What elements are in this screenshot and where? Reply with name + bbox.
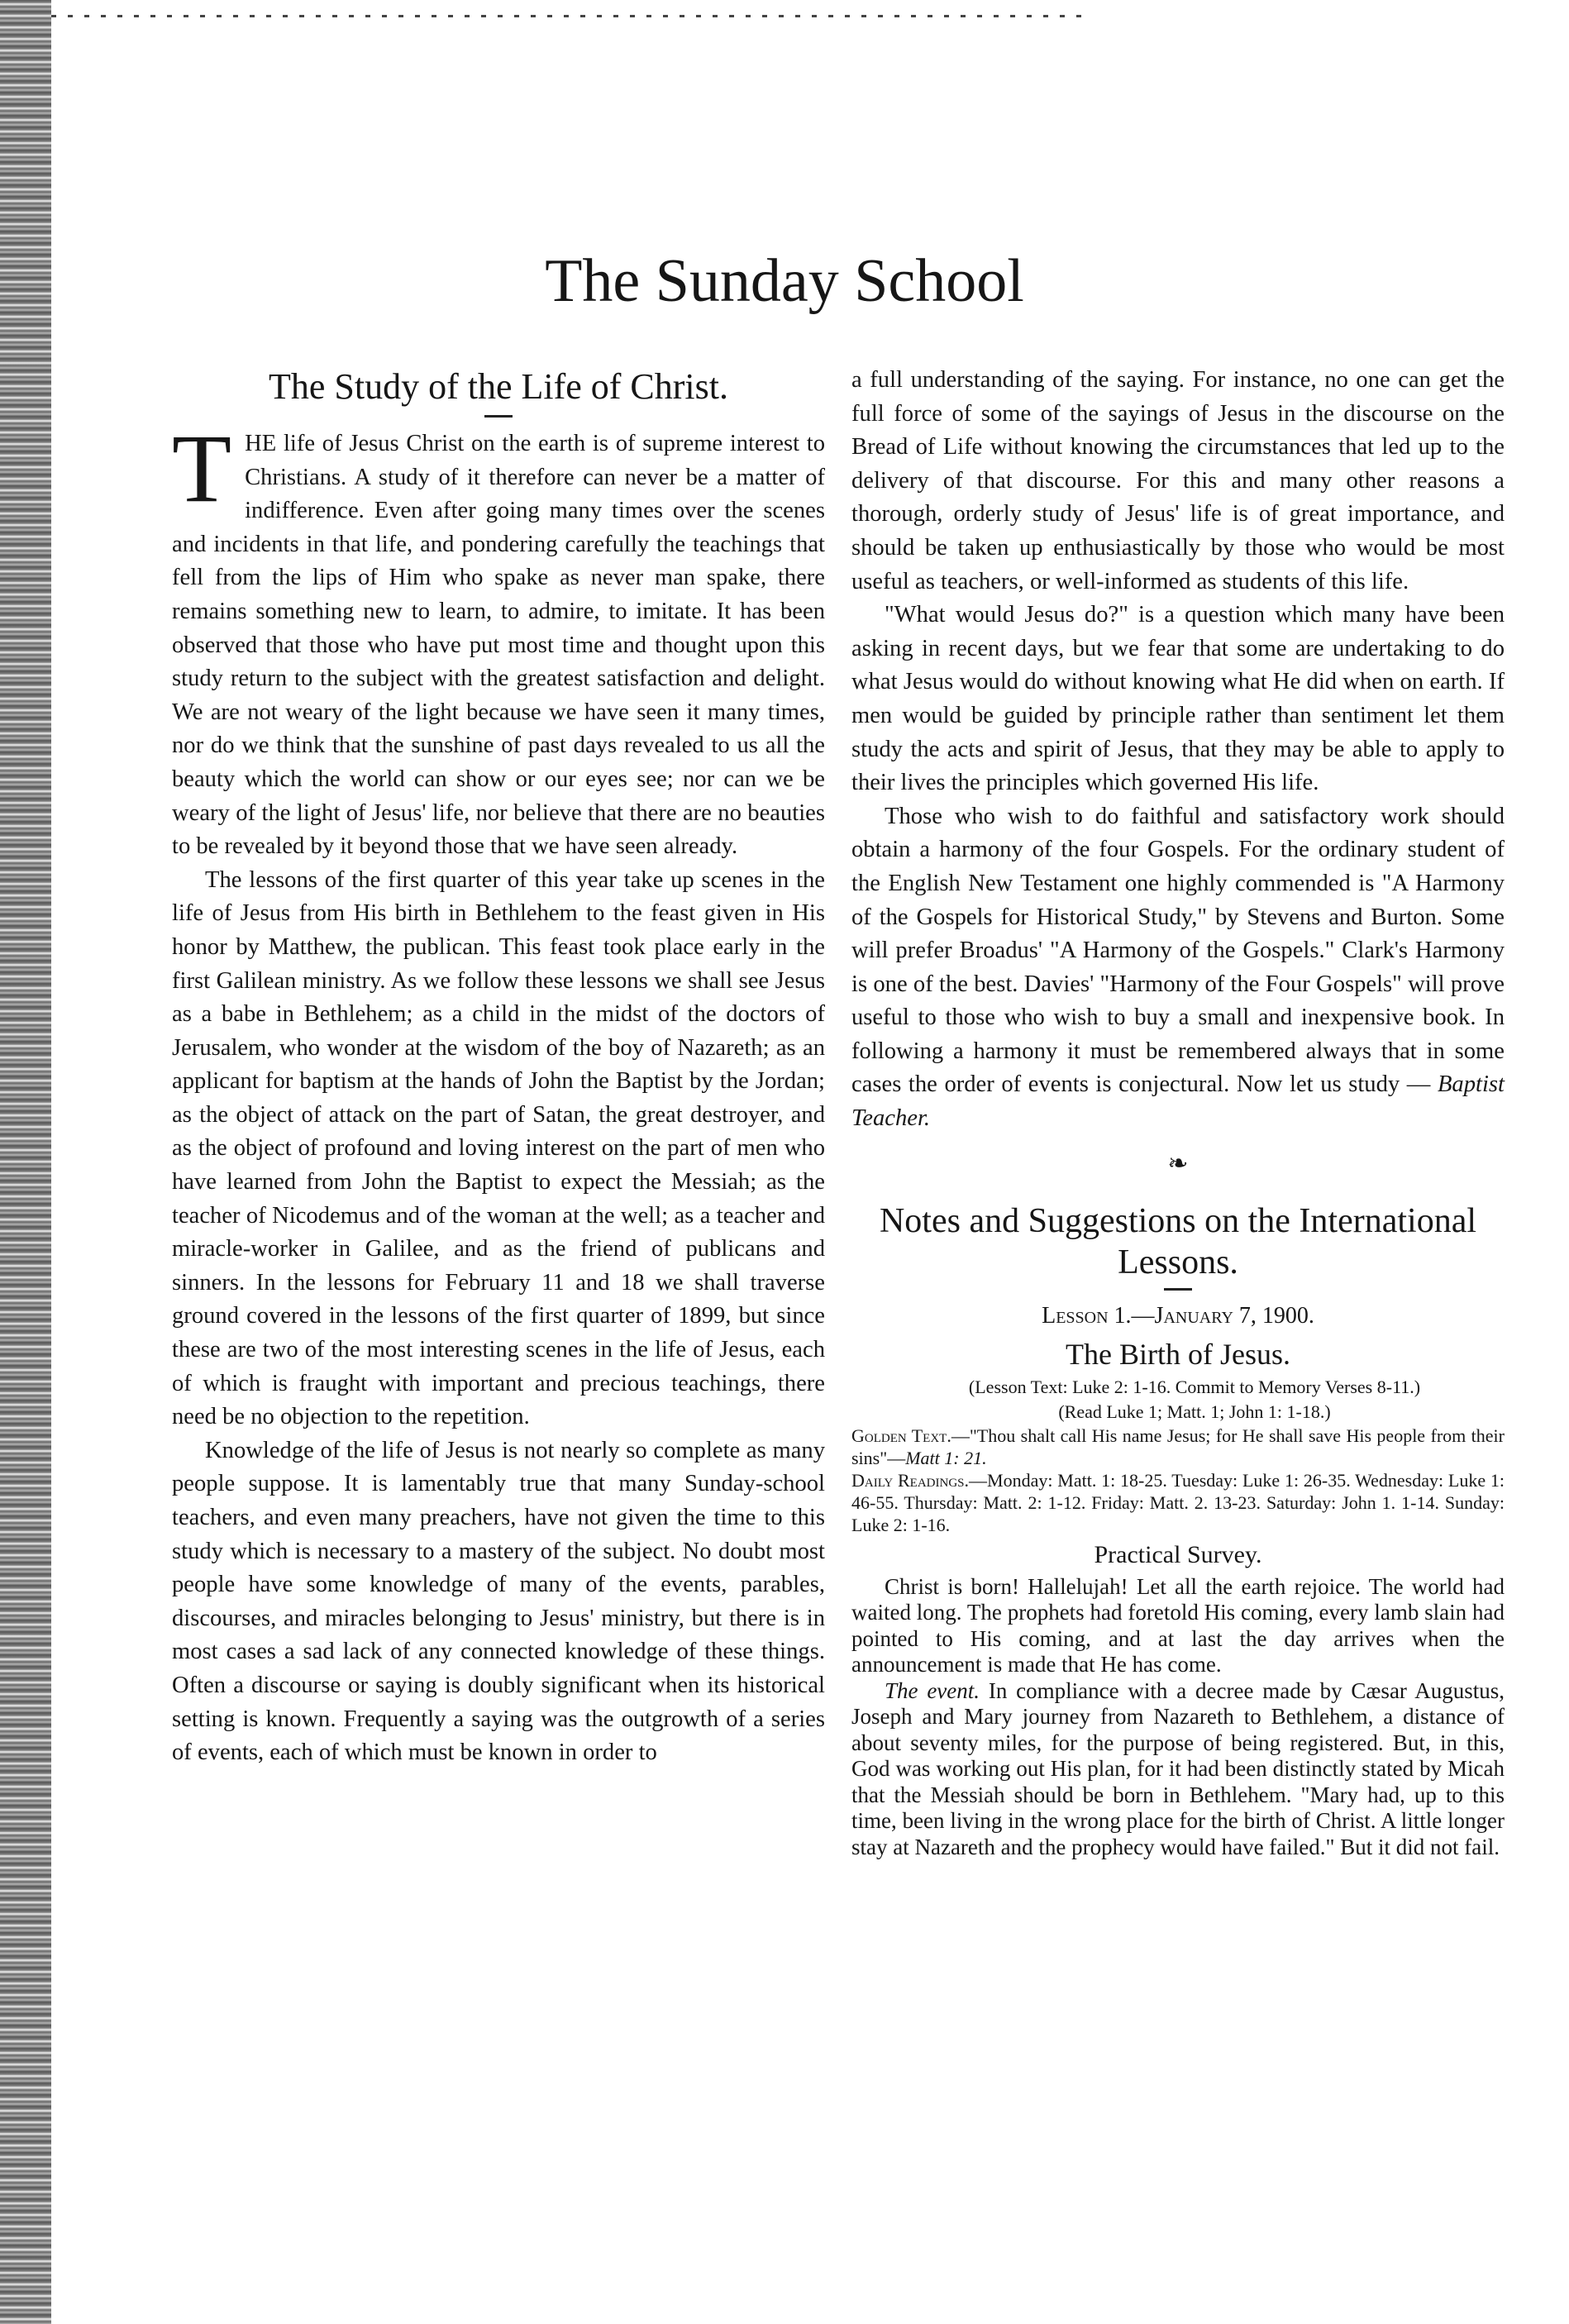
article-paragraph-3-continued: a full understanding of the saying. For instance, no one can get the full force of some of the sayings of Jesus in the discourse on the Bread of Life without knowing the circumstances that led up to the delivery of that discourse. For this and many other reasons a thorough, orderly study of Jesus' life is of great importance, and should be taken up enthusiastically by those who would be most useful as teachers, or well-informed as students of this life.: [851, 367, 1505, 594]
article-paragraph-1-text: HE life of Jesus Christ on the earth is of supreme interest to Christians. A study of it therefore can never be a matter of indifference. Even after going many times over the scenes and incidents in that life, and pondering carefully the teachings that fell from the lips of Him who spake as never man spake, there remains something new to learn, to admire, to imitate. It has been observed that those who have put most time and thought upon this study return to the subject with the greatest satisfaction and delight. We are not weary of the light because we have seen it many times, nor do we think that the sunshine of past days revealed to us all the beauty which the world can show or our eyes see; nor can we be weary of the light of Jesus' life, nor believe that there are no beauties to be revealed by it beyond those that we have seen already.: [172, 431, 825, 860]
golden-text-body: —"Thou shalt call His name Jesus; for He shall save His people from their sins"—: [851, 1424, 1505, 1468]
section-title: Notes and Suggestions on the International Lessons.: [879, 1201, 1477, 1281]
article-paragraph-5-text: Those who wish to do faithful and satisfactory work should obtain a harmony of the four Gospels. For the ordinary student of the English New Testament one highly commended is "A Harmony of the Gospels for Historical Study," by Stevens and Burton. Some will prefer Broadus' "A Harmony of the Gospels." Clark's Harmony is one of the best. Davies' "Harmony of the Four Gospels" will prove useful to those who wish to buy a small and inexpensive book. In following a harmony it must be remembered always that in some cases the order of events is conjectural. Now let us study —: [851, 803, 1505, 1098]
golden-text-ref: Matt 1: 21.: [905, 1447, 987, 1468]
page-masthead: The Sunday School: [545, 247, 1024, 315]
daily-readings-body: —Monday: Matt. 1: 18-25. Tuesday: Luke 1: 26-35. Wednesday: Luke 1: 46-55. Thursday: Matt. 2: 1-12. Friday: Matt. 2. 13-23. Saturday: John 1. 1-14. Sunday: Luke 2: 1-16.: [851, 1469, 1505, 1535]
article-source: Baptist Teacher.: [851, 1071, 1505, 1132]
scan-top-edge: [51, 15, 1085, 17]
fleuron-ornament: ❧: [1167, 1148, 1189, 1178]
left-column: [172, 364, 825, 1770]
survey-paragraph-2-text: In compliance with a decree made by Cæsar Augustus, Joseph and Mary journey from Nazareth to Bethlehem, a distance of about seventy miles, for the purpose of being registered. But, in this, God was working out His plan, for it had been distinctly stated by Micah that the Messiah should be born in Bethlehem. "Mary had, up to this time, been living in the wrong place for the birth of Christ. A little longer stay at Nazareth and the prophecy would have failed." But it did not fail.: [851, 1677, 1505, 1859]
scan-binding-edge: [0, 0, 51, 2324]
lesson-text-reference: (Lesson Text: Luke 2: 1-16. Commit to Memory Verses 8-11.): [968, 1376, 1421, 1397]
article-paragraph-3: Knowledge of the life of Jesus is not nearly so complete as many people suppose. It is lamentably true that many Sunday-school teachers, and even many preachers, have not given the time to this study which is necessary to a mastery of the subject. No doubt most people have some knowledge of many of the events, parables, discourses, and miracles belonging to Jesus' ministry, but there is in most cases a sad lack of any connected knowledge of these things. Often a discourse or saying is doubly significant when its historical setting is known. Frequently a saying was the outgrowth of a series of events, each of which must be known in order to: [172, 1437, 825, 1766]
section-rule: [1164, 1288, 1192, 1291]
article-paragraph-5: [851, 800, 1505, 1136]
drop-cap: T: [172, 414, 232, 523]
survey-paragraph-2-label: The event.: [885, 1677, 980, 1703]
daily-readings: [851, 1469, 1505, 1536]
survey-paragraph-1: Christ is born! Hallelujah! Let all the earth rejoice. The world had waited long. The prophets had foretold His coming, every lamb slain had pointed to His coming, and at last the day arrives when the announcement is made that He has come.: [851, 1573, 1505, 1677]
lesson-number-date: Lesson 1.—January 7, 1900.: [1042, 1302, 1314, 1329]
article-title: The Study of the Life of Christ.: [268, 366, 728, 407]
title-rule: [484, 415, 513, 418]
survey-paragraph-2: [851, 1678, 1505, 1861]
article-paragraph-4: "What would Jesus do?" is a question which many have been asking in recent days, but we fear that some are undertaking to do what Jesus would do without knowing what He did when on earth. If men would be guided by principle rather than sentiment let them study the acts and spirit of Jesus, that they may be able to apply to their lives the principles which governed His life.: [851, 602, 1505, 796]
golden-text-label: Golden Text.: [851, 1424, 951, 1446]
right-column: [851, 364, 1505, 1860]
article-paragraph-2: The lessons of the first quarter of this year take up scenes in the life of Jesus from His birth in Bethlehem to the feast given in His honor by Matthew, the publican. This feast took place early in the first Galilean ministry. As we follow these lessons we shall see Jesus as a babe in Bethlehem; as a child in the midst of the doctors of Jerusalem, who wonder at the wisdom of the boy of Nazareth; as an applicant for baptism at the hands of John the Baptist by the Jordan; as the object of attack on the part of Satan, the great destroyer, and as the object of profound and loving interest on the part of men who have learned from John the Baptist to expect the Messiah; as the teacher of Nicodemus and of the woman at the well; as a teacher and miracle-worker in Galilee, and as the friend of publicans and sinners. In the lessons for February 11 and 18 we shall traverse ground covered in the lessons of the first quarter of 1899, but since these are two of the most interesting scenes in the life of Jesus, each of which is fraught with important and precious teachings, there need be no objection to the repetition.: [172, 866, 825, 1430]
golden-text: [851, 1424, 1505, 1469]
article-paragraph-1: [172, 414, 825, 864]
reading-reference: (Read Luke 1; Matt. 1; John 1: 1-18.): [1058, 1401, 1331, 1422]
daily-readings-label: Daily Readings.: [851, 1469, 970, 1491]
lesson-title: The Birth of Jesus.: [1066, 1337, 1290, 1371]
practical-survey-title: Practical Survey.: [1094, 1540, 1262, 1568]
